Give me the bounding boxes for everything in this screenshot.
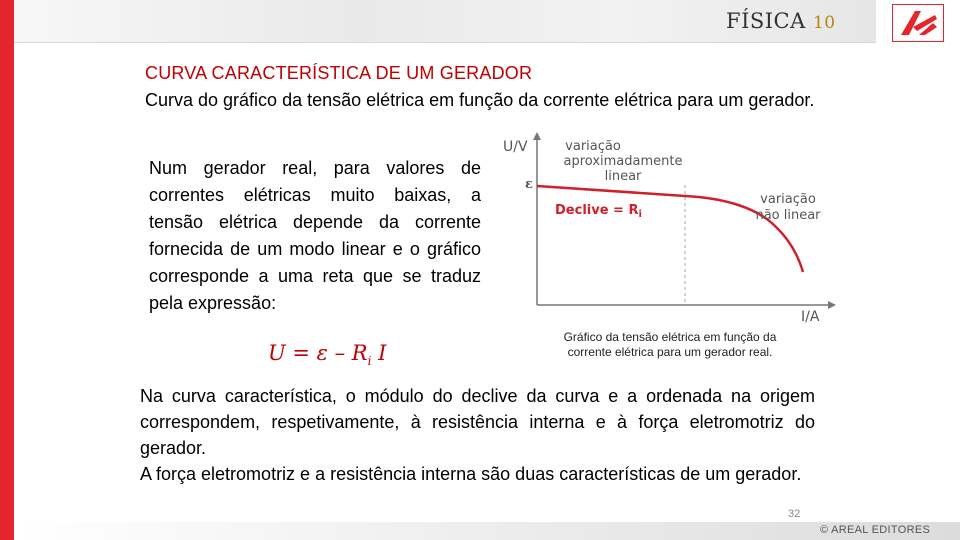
footer-band	[14, 522, 960, 540]
linear-region-label-1: variação	[565, 139, 621, 154]
slope-label-text: Declive = R	[555, 203, 639, 218]
page-number: 32	[788, 508, 801, 520]
linear-region-label-3: linear	[604, 169, 642, 184]
explanation-text: Num gerador real, para valores de correntes elétricas muito baixas, a tensão elétrica depende da corrente fornecida de um modo linear e o gráfico corresponde a uma reta que se traduz pela expressão:	[149, 158, 481, 313]
nonlinear-region-label-2: não linear	[755, 208, 821, 223]
publisher-logo-icon	[893, 5, 943, 41]
conclusion-paragraph-2: A força eletromotriz e a resistência interna são duas características de um gerador.	[140, 464, 802, 484]
formula	[268, 341, 386, 368]
left-accent-bar	[0, 0, 14, 540]
conclusion-text	[140, 383, 815, 487]
header-title	[726, 9, 836, 33]
characteristic-curve-graph	[495, 130, 840, 325]
y-axis-label: U/V	[503, 139, 528, 155]
graph-caption: Gráfico da tensão elétrica em função da corrente elétrica para um gerador real.	[563, 330, 777, 359]
x-axis-arrow	[828, 301, 836, 309]
header-grade: 10	[812, 13, 836, 33]
slope-label-subscript: i	[638, 209, 642, 220]
page-title: CURVA CARACTERÍSTICA DE UM GERADOR	[145, 63, 533, 83]
slope-label	[555, 203, 642, 220]
formula-subscript: i	[367, 354, 372, 369]
footer-credit: © AREAL EDITORES	[820, 524, 931, 536]
conclusion-paragraph-1: Na curva característica, o módulo do declive da curva e a ordenada na origem correspondem, respetivamente, à resistência interna e à força eletromotriz do gerador.	[140, 386, 815, 458]
intercept-label: ε	[525, 177, 533, 192]
nonlinear-region-label-1: variação	[760, 192, 816, 207]
intro-text: Curva do gráfico da tensão elétrica em função da corrente elétrica para um gerador.	[145, 90, 815, 110]
formula-rhs: I	[371, 341, 387, 365]
publisher-logo	[892, 4, 944, 42]
y-axis-arrow	[533, 132, 541, 140]
formula-lhs: U = ε – R	[268, 341, 368, 365]
x-axis-label: I/A	[801, 309, 820, 325]
linear-region-label-2: aproximadamente	[563, 154, 683, 169]
header-subject: FÍSICA	[726, 9, 806, 33]
